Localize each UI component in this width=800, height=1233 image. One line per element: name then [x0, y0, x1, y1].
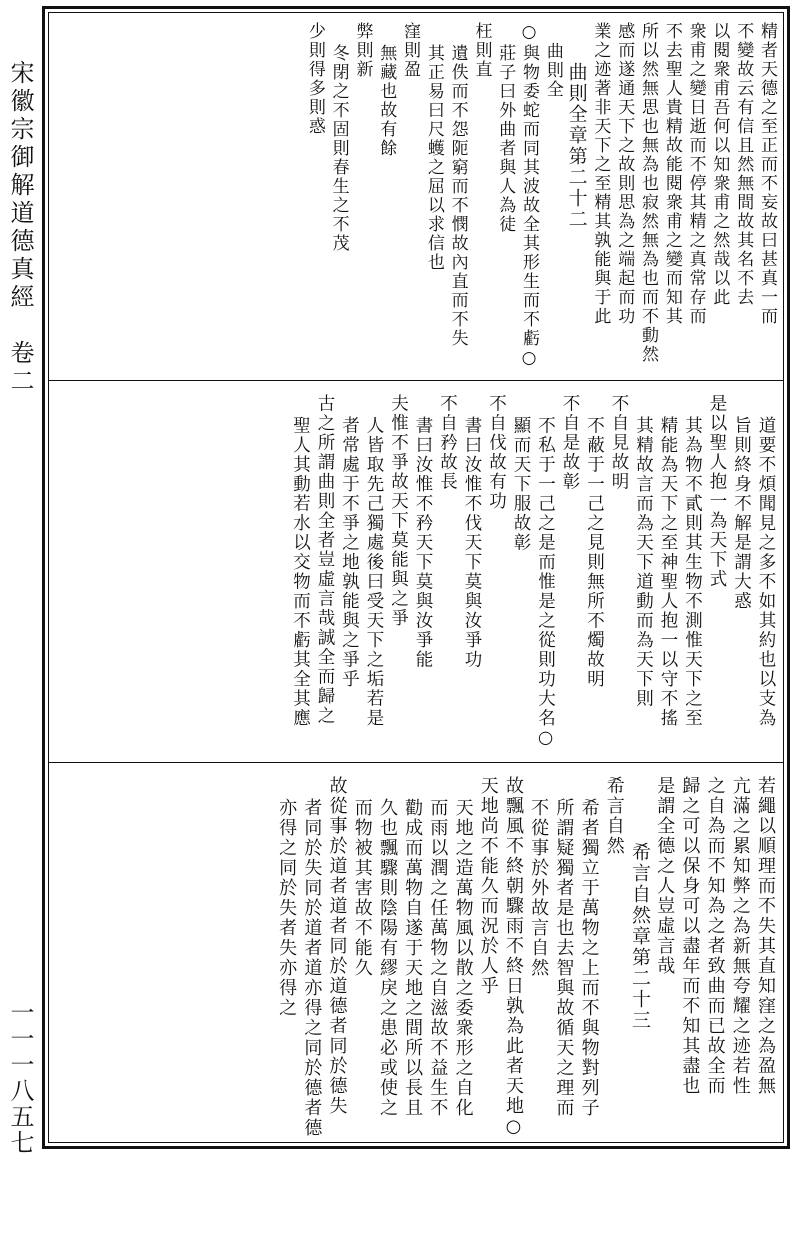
text-column: 莊子曰外曲者與人為徒: [495, 44, 516, 234]
text-column: 者同於失同於道者道亦得之同於德者德: [301, 798, 323, 1138]
page-number: 一一一八五七: [6, 1000, 34, 1156]
text-column: 顯而天下服故彰: [511, 416, 531, 553]
text-column: 勸成而萬物自遂于天地之間所以長且: [402, 798, 424, 1118]
text-column: 感而遂通天下之故則思為之端起而功: [614, 22, 635, 326]
text-column: 不自矜故長: [437, 394, 458, 492]
text-column: 故從事於道者道者同於道德者同於德失: [326, 776, 348, 1116]
text-column: ○與物委蛇而同其波故全其形生而不虧○: [519, 22, 540, 370]
text-column: 其精故言而為天下道動而為天下則: [633, 416, 654, 709]
text-column: 不去聖人貴精故能閱衆甫之變而知其: [661, 22, 682, 326]
text-column: 其正易曰尺蠖之屈以求信也: [423, 44, 444, 272]
chapter-heading: 希言自然章第二十三: [628, 842, 651, 1031]
text-column: 希者獨立于萬物之上而不與物對列子: [578, 798, 600, 1118]
text-column: 旨則終身不解是謂大惑: [731, 416, 752, 611]
text-column: 不自是故彰: [560, 394, 580, 492]
text-column: 曲則全: [542, 42, 563, 99]
text-column: 是以聖人抱一為天下式: [707, 394, 727, 589]
text-column: 是謂全德之人豈虛言哉: [654, 776, 676, 976]
text-column: 無藏也故有餘: [376, 44, 397, 158]
text-column: 精者天德之至正而不妄故曰甚真一而: [757, 22, 777, 326]
text-column: 衆甫之變日逝而不停其精之真常存而: [685, 22, 706, 326]
text-column: 天地之造萬物風以散之委衆形之自化: [452, 798, 474, 1118]
text-column: 冬閉之不固則春生之不茂: [328, 44, 349, 253]
text-column: 若繩以順理而不失其直知窪之為盈無: [755, 776, 776, 1096]
section-divider-2: [48, 762, 784, 763]
page-margin-title: 宋徽宗御解道德真經 卷二: [6, 60, 34, 396]
text-column: 業之迹著非天下之至精其孰能與于此: [590, 22, 611, 326]
text-column: 人皆取先己獨處後曰受天下之垢若是: [364, 416, 384, 728]
text-column: 亦得之同於失者失亦得之: [276, 798, 298, 1018]
text-column: 書曰汝惟不矜天下莫與汝爭能: [413, 416, 433, 670]
text-column: 歸之可以保身可以盡年而不知其盡也: [679, 776, 701, 1096]
text-column: 精能為天下之至神聖人抱一以守不搖: [658, 416, 678, 728]
text-column: 弊則新: [352, 22, 373, 79]
text-section-middle: [54, 394, 778, 754]
text-column: 少則得多則惑: [304, 22, 325, 136]
text-column: 久也飄驟則陰陽有繆戾之患必或使之: [376, 798, 398, 1118]
text-section-top: [54, 22, 778, 372]
section-divider-1: [48, 380, 784, 381]
text-column: 以閱衆甫吾何以知衆甫之然哉以此: [709, 22, 730, 307]
text-column: 之自為而不知為之者致曲而已故全而: [704, 776, 726, 1096]
text-column: 而物被其害故不能久: [351, 798, 373, 978]
text-column: 書曰汝惟不伐天下莫與汝爭功: [462, 416, 482, 670]
text-column: 窪則盈: [400, 22, 421, 79]
text-section-bottom: [54, 776, 778, 1138]
text-column: 枉則直: [471, 22, 492, 79]
text-columns: [288, 394, 778, 754]
text-columns: [302, 22, 778, 372]
text-column: 聖人其動若水以交物而不虧其全其應: [290, 416, 311, 728]
text-column: 不從事於外故言自然: [528, 798, 550, 978]
chapter-heading: 曲則全章第二十二: [565, 62, 588, 230]
text-column: 不變故云有信且然無間故其名不去: [733, 22, 754, 307]
text-column: 其為物不貳則其生物不測惟天下之至: [682, 416, 703, 728]
text-column: 故飄風不終朝驟雨不終日孰為此者天地○: [502, 776, 524, 1139]
text-column: 者常處于不爭之地孰能與之爭乎: [339, 416, 360, 689]
text-column: 所以然無思也無為也寂然無為也而不動然: [638, 22, 659, 364]
text-column: 遺佚而不怨阨窮而不憫故內直而不失: [447, 44, 468, 348]
text-column: 而雨以潤之任萬物之自滋故不益生不: [427, 798, 449, 1118]
text-column: 不蔽于一己之見則無所不燭故明: [584, 416, 605, 689]
text-column: 不私于一己之是而惟是之從則功大名○: [535, 416, 556, 750]
text-column: 古之所謂曲則全者豈虛言哉誠全而歸之: [315, 394, 335, 726]
text-column: 夫惟不爭故天下莫能與之爭: [388, 394, 409, 628]
text-column: 不自見故明: [609, 394, 629, 492]
text-column: 道要不煩聞見之多不如其約也以支為: [756, 416, 776, 728]
text-column: 所謂疑獨者是也去智與故循天之理而: [553, 798, 575, 1118]
text-column: 希言自然: [603, 776, 625, 856]
text-column: 不自伐故有功: [486, 394, 507, 511]
text-column: 亢滿之累知弊之為新無夸耀之迹若性: [729, 776, 751, 1096]
text-column: 天地尚不能久而況於人乎: [477, 776, 499, 996]
text-columns: [274, 776, 778, 1138]
